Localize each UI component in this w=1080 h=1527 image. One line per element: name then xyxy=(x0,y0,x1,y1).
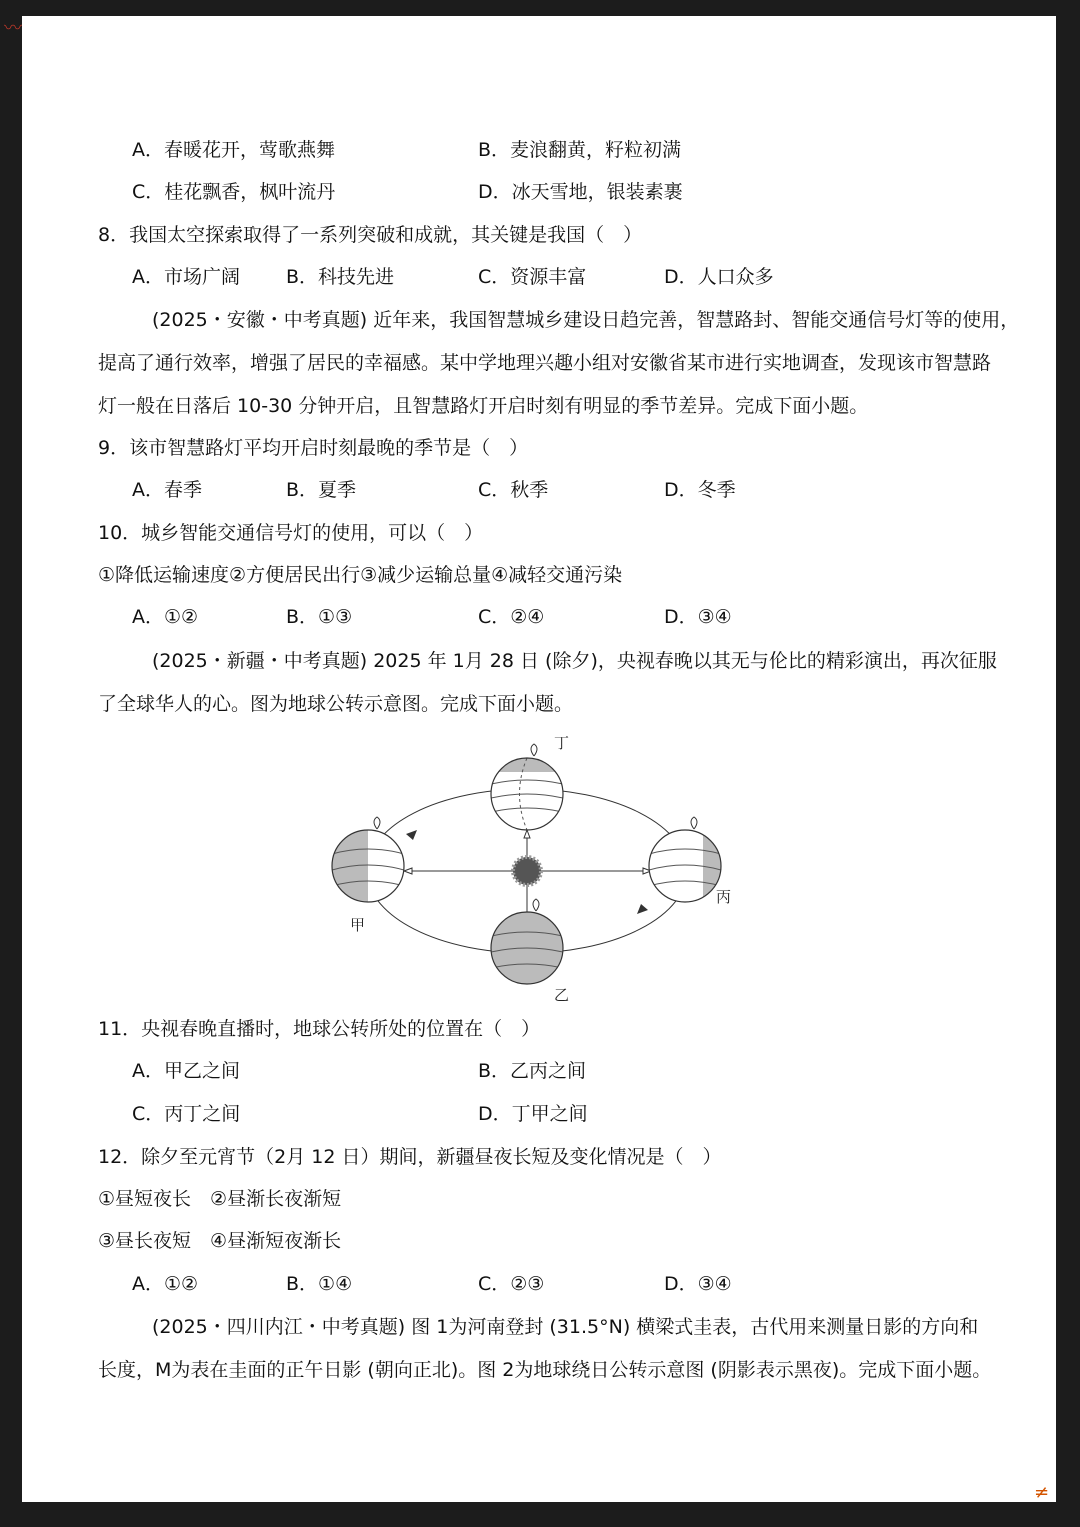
label-yi: 乙 xyxy=(554,986,570,1004)
q7-option-d[interactable]: D．冰天雪地，银装素裹 xyxy=(478,181,683,203)
q10-option-c[interactable]: C．②④ xyxy=(478,606,545,628)
q11-option-d[interactable]: D．丁甲之间 xyxy=(478,1103,588,1125)
arrowhead-left xyxy=(404,868,412,874)
q7-option-a[interactable]: A．春暖花开，莺歌燕舞 xyxy=(132,139,335,161)
q7-option-c[interactable]: C．桂花飘香，枫叶流丹 xyxy=(132,181,336,203)
q11-stem: 11．央视春晚直播时，地球公转所处的位置在（ ） xyxy=(98,1018,541,1040)
q9-option-d[interactable]: D．冬季 xyxy=(664,479,736,501)
q8-stem: 8．我国太空探索取得了一系列突破和成就，其关键是我国（ ） xyxy=(98,224,643,246)
q12-option-a[interactable]: A．①② xyxy=(132,1273,199,1295)
material3-line2: 长度，M为表在圭面的正午日影 (朝向正北)。图 2为地球绕日公转示意图 (阴影表示黑夜)。完成下面小题。 xyxy=(98,1359,992,1381)
label-ding: 丁 xyxy=(554,734,570,752)
q8-option-c[interactable]: C．资源丰富 xyxy=(478,266,587,288)
q10-option-d[interactable]: D．③④ xyxy=(664,606,732,628)
material1-line2: 提高了通行效率，增强了居民的幸福感。某中学地理兴趣小组对安徽省某市进行实地调查，发现该市智慧路 xyxy=(98,352,992,374)
earth-yi xyxy=(491,899,563,984)
q8-option-d[interactable]: D．人口众多 xyxy=(664,266,774,288)
q8-option-b[interactable]: B．科技先进 xyxy=(286,266,395,288)
orbit-arrow-left xyxy=(406,830,417,840)
corner-scribble-bottom-right: ≠ xyxy=(1034,1482,1050,1503)
material1-line3: 灯一般在日落后 10-30 分钟开启，且智慧路灯开启时刻有明显的季节差异。完成下面小题。 xyxy=(98,395,869,417)
material3-line1: (2025・四川内江・中考真题) 图 1为河南登封 (31.5°N) 横梁式圭表，古代用来测量日影的方向和 xyxy=(152,1316,979,1338)
q12-option-d[interactable]: D．③④ xyxy=(664,1273,732,1295)
earth-revolution-diagram xyxy=(322,734,752,1012)
q12-stem: 12．除夕至元宵节（2月 12 日）期间，新疆昼夜长短及变化情况是（ ） xyxy=(98,1146,722,1168)
q7-option-b[interactable]: B．麦浪翻黄，籽粒初满 xyxy=(478,139,682,161)
q11-option-a[interactable]: A．甲乙之间 xyxy=(132,1060,240,1082)
q9-option-b[interactable]: B．夏季 xyxy=(286,479,357,501)
material1-line1: (2025・安徽・中考真题) 近年来，我国智慧城乡建设日趋完善，智慧路封、智能交通信号灯等的使用， xyxy=(152,309,1020,331)
q8-option-a[interactable]: A．市场广阔 xyxy=(132,266,240,288)
material2-line2: 了全球华人的心。图为地球公转示意图。完成下面小题。 xyxy=(98,693,574,715)
q9-stem: 9．该市智慧路灯平均开启时刻最晚的季节是（ ） xyxy=(98,437,529,459)
q9-option-c[interactable]: C．秋季 xyxy=(478,479,549,501)
label-jia: 甲 xyxy=(350,916,366,934)
material2-line1: (2025・新疆・中考真题) 2025 年 1月 28 日 (除夕)，央视春晚以其无与伦比的精彩演出，再次征服 xyxy=(152,650,997,672)
earth-ding xyxy=(491,744,563,830)
q12-option-c[interactable]: C．②③ xyxy=(478,1273,545,1295)
q12-items-1: ①昼短夜长 ②昼渐长夜渐短 xyxy=(98,1188,342,1210)
q11-option-c[interactable]: C．丙丁之间 xyxy=(132,1103,241,1125)
q10-items: ①降低运输速度②方便居民出行③减少运输总量④减轻交通污染 xyxy=(98,564,623,586)
q10-option-b[interactable]: B．①③ xyxy=(286,606,353,628)
earth-jia xyxy=(332,817,404,902)
arrowhead-up xyxy=(524,830,530,838)
q12-option-b[interactable]: B．①④ xyxy=(286,1273,353,1295)
q12-items-2: ③昼长夜短 ④昼渐短夜渐长 xyxy=(98,1230,342,1252)
orbit-arrow-right xyxy=(637,904,648,914)
sun xyxy=(513,857,541,885)
earth-bing xyxy=(649,817,721,902)
label-bing: 丙 xyxy=(716,888,732,906)
corner-scribble-top-left: 〰 xyxy=(4,18,22,39)
q10-stem: 10．城乡智能交通信号灯的使用，可以（ ） xyxy=(98,522,484,544)
document-page xyxy=(22,16,1056,1502)
q10-option-a[interactable]: A．①② xyxy=(132,606,199,628)
q9-option-a[interactable]: A．春季 xyxy=(132,479,202,501)
q11-option-b[interactable]: B．乙丙之间 xyxy=(478,1060,587,1082)
